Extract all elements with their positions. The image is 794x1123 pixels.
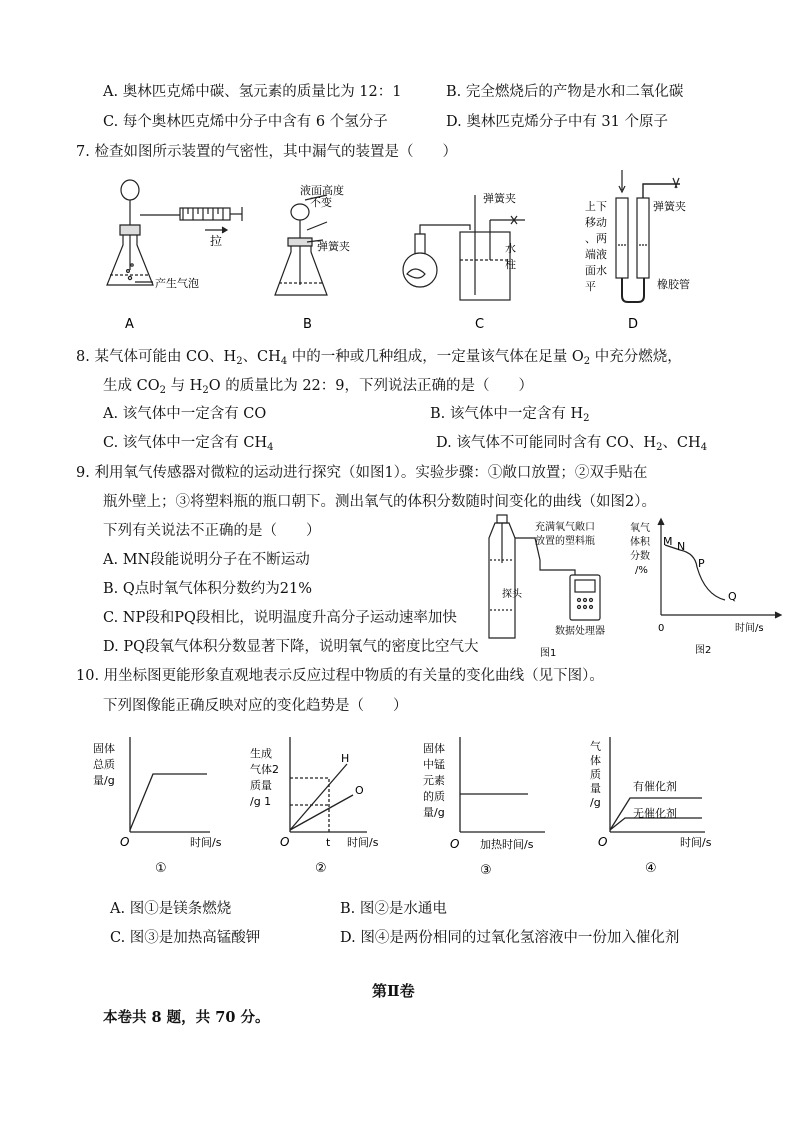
- q7-stem: 7. 检查如图所示装置的气密性，其中漏气的装置是（ ）: [76, 144, 457, 160]
- g2-h2-label: H: [341, 752, 350, 765]
- q8-stem-line1: 8. 某气体可能由 CO、$H_2$、$CH_4$ 中的一种或几种组成，一定量该气体在足量 $O_2$ 中充分燃烧，: [76, 349, 682, 367]
- g1-x-label: 时间/s: [190, 836, 222, 849]
- g3-origin: O: [450, 837, 460, 851]
- fig2-point-p: P: [698, 557, 705, 570]
- q8-option-a: A. 该气体中一定含有 CO: [103, 406, 267, 422]
- g2-t-label: t: [326, 836, 331, 849]
- q9-figure1: [480, 510, 630, 660]
- g3-y-label: 固体 中锰 元素 的质 量/g: [423, 742, 445, 819]
- apparatus-label-d: D: [628, 317, 639, 332]
- g2-x-label: 时间/s: [347, 836, 379, 849]
- fig1-bottle-label-2: 放置的塑料瓶: [535, 536, 595, 547]
- fig2-y-label-4: /%: [635, 565, 648, 576]
- fig2-caption: 图2: [695, 645, 712, 656]
- fig2-x-label: 时间/s: [735, 623, 764, 634]
- q6-option-a: A. 奥林匹克烯中碳、氢元素的质量比为 12：1: [103, 84, 402, 100]
- q9-option-a: A. MN段能说明分子在不断运动: [103, 552, 310, 568]
- q9-figure2: [625, 515, 785, 660]
- fig1-caption: 图1: [540, 648, 557, 659]
- q10-stem-line2: 下列图像能正确反映对应的变化趋势是（ ）: [103, 698, 408, 714]
- q6-option-d: D. 奥林匹克烯分子中有 31 个原子: [446, 114, 668, 130]
- fig2-point-m: M: [663, 535, 673, 548]
- apparatus-label-a: A: [125, 317, 134, 332]
- fig2-origin: 0: [658, 623, 665, 634]
- apparatus-c-water-label-1: 水: [505, 242, 516, 255]
- q10-graphs: [85, 732, 745, 882]
- q8-option-b: B. 该气体中一定含有 $H_2$: [430, 406, 590, 424]
- g4-origin: O: [598, 835, 608, 849]
- apparatus-d-clip-label: 弹簧夹: [653, 200, 686, 213]
- apparatus-a-pull-label: 拉: [210, 234, 223, 248]
- q8-option-c: C. 该气体中一定含有 $CH_4$: [103, 435, 274, 453]
- apparatus-b-note-1: 液面高度: [300, 184, 344, 197]
- fig1-processor-label: 数据处理器: [555, 626, 605, 637]
- fig2-y-label-2: 体积: [630, 537, 650, 548]
- fig2-y-label-3: 分数: [630, 551, 650, 562]
- g2-origin: O: [280, 835, 290, 849]
- q10-option-c: C. 图③是加热高锰酸钾: [110, 930, 261, 946]
- g1-y-label-2: 总质: [93, 758, 115, 771]
- apparatus-label-c: C: [475, 317, 485, 332]
- apparatus-label-b: B: [303, 317, 312, 332]
- g1-origin: O: [120, 835, 130, 849]
- part2-description: 本卷共 8 题，共 70 分。: [103, 1009, 270, 1026]
- q9-stem-line3: 下列有关说法不正确的是（ ）: [103, 523, 321, 539]
- g3-number: ③: [480, 863, 492, 878]
- g3-x-label: 加热时间/s: [480, 838, 534, 851]
- apparatus-b-clip-label: 弹簧夹: [317, 240, 350, 253]
- g2-y-label-3: 质量: [250, 779, 272, 792]
- q10-option-d: D. 图④是两份相同的过氧化氢溶液中一份加入催化剂: [340, 930, 680, 946]
- q10-stem-line1: 10. 用坐标图更能形象直观地表示反应过程中物质的有关量的变化曲线（见下图）。: [76, 668, 604, 684]
- q9-option-d: D. PQ段氧气体积分数显著下降，说明氧气的密度比空气大: [103, 639, 479, 655]
- g4-catalyst-label: 有催化剂: [633, 780, 677, 793]
- apparatus-d-note: 上下 移动 、两 端液 面水 平: [585, 200, 607, 293]
- q8-stem-line2: 生成 $CO_2$ 与 $H_2O$ 的质量比为 22：9，下列说法正确的是（ ）: [103, 378, 533, 396]
- apparatus-a: [107, 180, 242, 285]
- q9-stem-line2: 瓶外壁上；③将塑料瓶的瓶口朝下。测出氧气的体积分数随时间变化的曲线（如图2）。: [103, 494, 656, 510]
- g1-number: ①: [155, 861, 167, 876]
- fig2-point-n: N: [677, 540, 686, 553]
- apparatus-c-water-label-2: 柱: [505, 258, 516, 271]
- q9-stem-line1: 9. 利用氧气传感器对微粒的运动进行探究（如图1）。实验步骤：①敞口放置；②双手贴在: [76, 465, 648, 481]
- apparatus-c-clip-label: 弹簧夹: [483, 192, 516, 205]
- g1-y-label-1: 固体: [93, 742, 115, 755]
- q9-option-c: C. NP段和PQ段相比，说明温度升高分子运动速率加快: [103, 610, 457, 626]
- g1-y-label-3: 量/g: [93, 774, 115, 787]
- q6-option-c: C. 每个奥林匹克烯中分子中含有 6 个氢分子: [103, 114, 388, 130]
- g2-y-label-1: 生成: [250, 747, 272, 760]
- apparatus-d-tube-label: 橡胶管: [657, 278, 690, 291]
- q10-option-b: B. 图②是水通电: [340, 901, 447, 917]
- fig2-point-q: Q: [728, 590, 737, 603]
- fig2-y-label-1: 氧气: [630, 523, 650, 534]
- q9-option-b: B. Q点时氧气体积分数约为21%: [103, 581, 312, 597]
- apparatus-b-note-2: 不变: [310, 196, 332, 209]
- g4-y-label: 气 体 质 量 /g: [590, 740, 601, 809]
- apparatus-a-bubbles-label: 产生气泡: [155, 277, 199, 290]
- q6-option-b: B. 完全燃烧后的产物是水和二氧化碳: [446, 84, 684, 100]
- q8-option-d: D. 该气体不可能同时含有 CO、$H_2$、$CH_4$: [436, 435, 708, 453]
- part2-title: 第Ⅱ卷: [372, 982, 415, 1000]
- g2-number: ②: [315, 861, 327, 876]
- fig1-probe-label: 探头: [502, 589, 522, 600]
- g2-o2-label: O: [355, 784, 364, 797]
- g4-no-catalyst-label: 无催化剂: [633, 807, 677, 820]
- g4-x-label: 时间/s: [680, 836, 712, 849]
- g2-y-label-4: /g 1: [250, 795, 272, 808]
- fig1-bottle-label-1: 充满氧气敞口: [535, 522, 595, 533]
- q7-apparatus-figures: [95, 170, 735, 335]
- q10-option-a: A. 图①是镁条燃烧: [110, 901, 232, 917]
- g4-number: ④: [645, 861, 657, 876]
- g2-y-label-2: 气体2: [250, 763, 279, 776]
